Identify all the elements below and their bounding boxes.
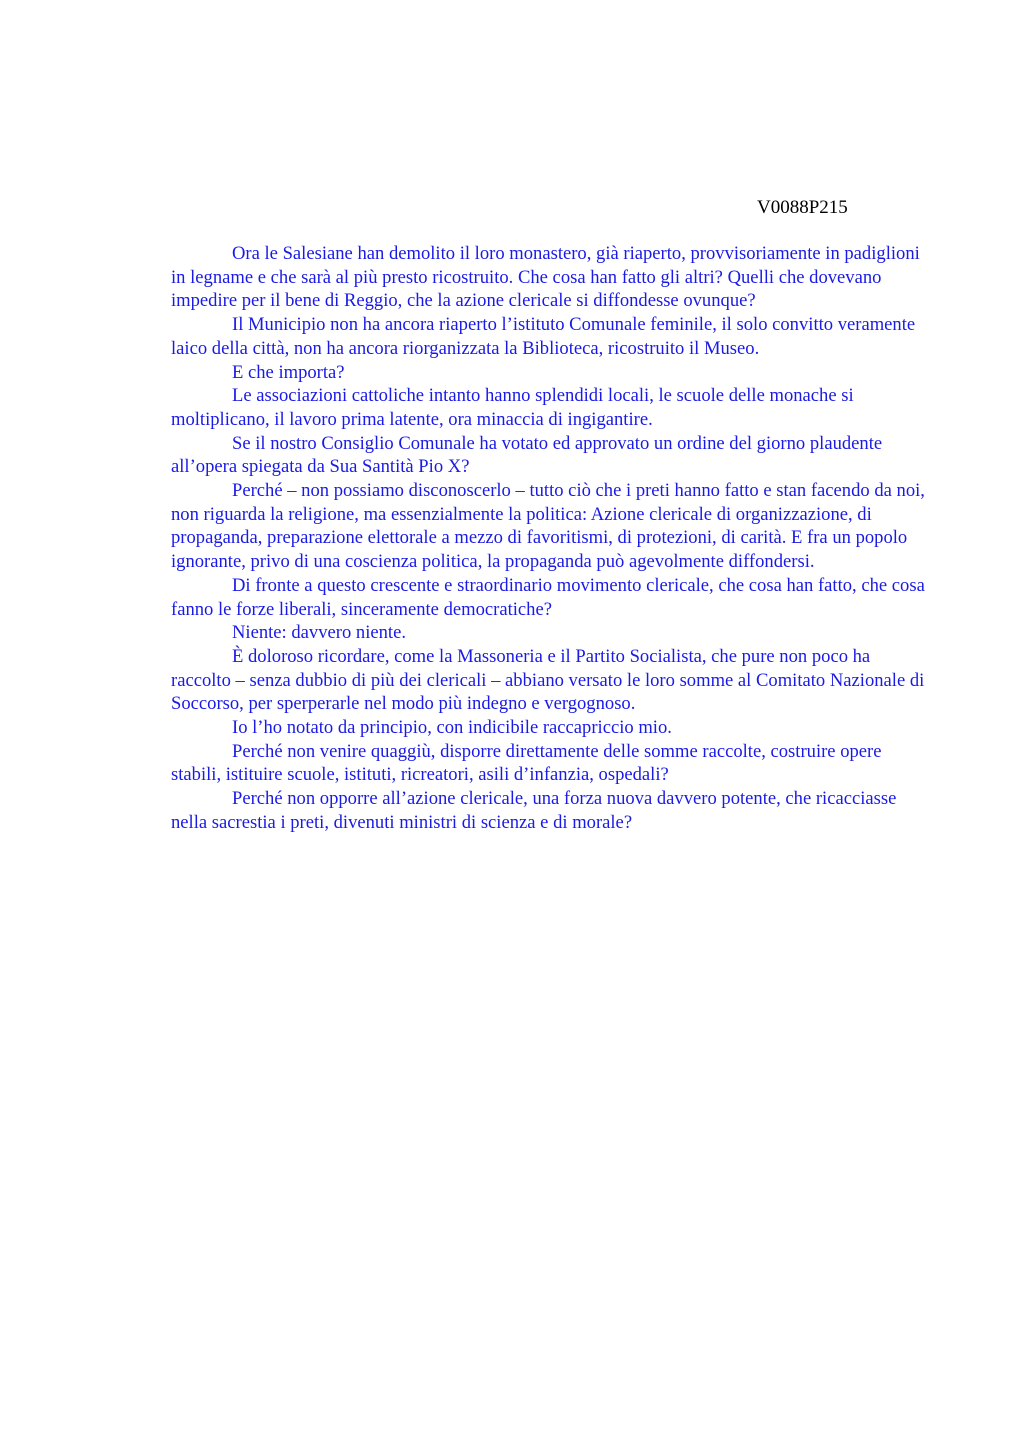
paragraph: Il Municipio non ha ancora riaperto l’istituto Comunale feminile, il solo convitto veramente laico della città, non ha ancora riorganizzata la Biblioteca, ricostruito il Museo. (171, 314, 916, 359)
paragraph: Ora le Salesiane han demolito il loro monastero, già riaperto, provvisoriamente in padiglioni in legname e che sarà al più presto ricostruito. Che cosa han fatto gli altri? Quelli che dovevano impedire per il bene di Reggio, che la azione clericale si diffondesse ovunque? (171, 243, 920, 312)
paragraph: E che importa? (232, 361, 345, 383)
document-body (171, 242, 928, 835)
page-identifier: V0088P215 (757, 197, 848, 218)
paragraph: Niente: davvero niente. (232, 622, 406, 644)
paragraph: Perché – non possiamo disconoscerlo – tutto ciò che i preti hanno fatto e stan facendo da noi, non riguarda la religione, ma essenzialmente la politica: Azione clericale di organizzazione, di propaganda, preparazione elettorale a mezzo di favoritismi, di protezioni, di carità. E fra un popolo ignorante, privo di una coscienza politica, la propaganda può agevolmente diffondersi. (171, 480, 925, 573)
paragraph: Perché non opporre all’azione clericale, una forza nuova davvero potente, che ricacciasse nella sacrestia i preti, divenuti ministri di scienza e di morale? (171, 788, 897, 833)
paragraph: È doloroso ricordare, come la Massoneria e il Partito Socialista, che pure non poco ha raccolto – senza dubbio di più dei clericali – abbiano versato le loro somme al Comitato Nazionale di Soccorso, per sperperarle nel modo più indegno e vergognoso. (171, 645, 925, 715)
paragraph: Le associazioni cattoliche intanto hanno splendidi locali, le scuole delle monache si moltiplicano, il lavoro prima latente, ora minaccia di ingigantire. (171, 385, 854, 430)
paragraph: Perché non venire quaggiù, disporre direttamente delle somme raccolte, costruire opere stabili, istituire scuole, istituti, ricreatori, asili d’infanzia, ospedali? (171, 740, 882, 786)
paragraph: Di fronte a questo crescente e straordinario movimento clericale, che cosa han fatto, che cosa fanno le forze liberali, sinceramente democratiche? (171, 574, 925, 620)
paragraph: Se il nostro Consiglio Comunale ha votato ed approvato un ordine del giorno plaudente all’opera spiegata da Sua Santità Pio X? (171, 432, 883, 478)
paragraph: Io l’ho notato da principio, con indicibile raccapriccio mio. (232, 717, 672, 739)
